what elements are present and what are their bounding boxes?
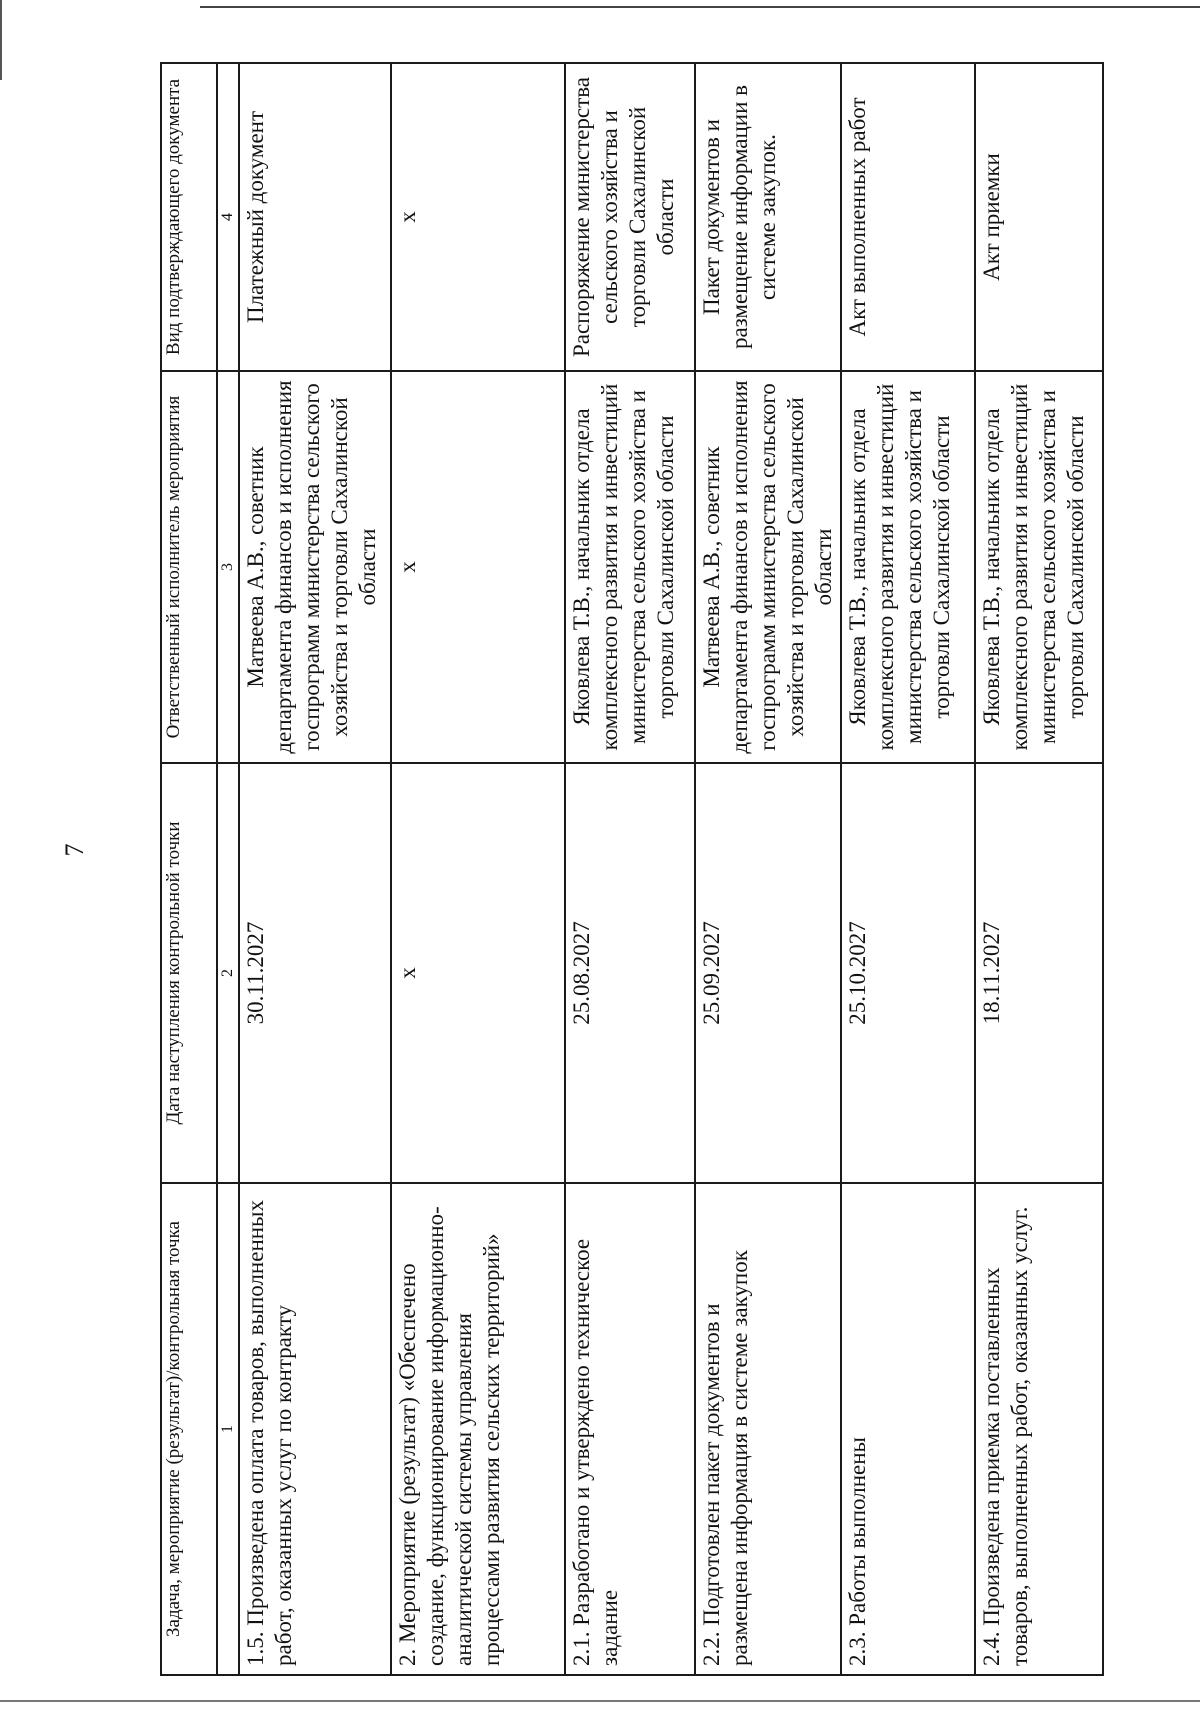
scan-edge-bottom	[0, 1700, 1200, 1702]
task-cell: 1.5. Произведена оплата товаров, выполненных работ, оказанных услуг по контракту	[239, 1183, 391, 1675]
header-responsible: Ответственный исполнитель мероприятия	[161, 371, 217, 763]
responsible-cell: х	[391, 371, 565, 763]
responsible-cell: Яковлева Т.В., начальник отдела комплексного развития и инвестиций министерства сельского хозяйства и торговли Сахалинской области	[975, 371, 1103, 763]
table-row	[565, 63, 695, 1675]
table-row	[239, 63, 391, 1675]
document-cell: Акт выполненных работ	[841, 63, 975, 371]
column-number: 1	[217, 1183, 239, 1675]
table-row	[975, 63, 1103, 1675]
header-task: Задача, мероприятие (результат)/контрольная точка	[161, 1183, 217, 1675]
header-row	[161, 63, 217, 1675]
task-cell: 2.1. Разработано и утверждено техническое задание	[565, 1183, 695, 1675]
document-cell: Платежный документ	[239, 63, 391, 371]
rotated-page	[160, 64, 1100, 1676]
header-document: Вид подтверждающего документа	[161, 63, 217, 371]
control-points-table	[160, 62, 1104, 1676]
table-row	[841, 63, 975, 1675]
task-cell: 2. Мероприятие (результат) «Обеспечено создание, функционирование информационно-аналитической системы управления процессами развития сельских территорий»	[391, 1183, 565, 1675]
responsible-cell: Матвеева А.В., советник департамента финансов и исполнения госпрограмм министерства сельского хозяйства и торговли Сахалинской области	[695, 371, 841, 763]
scan-edge-left	[0, 0, 2, 80]
responsible-cell: Яковлева Т.В., начальник отдела комплексного развития и инвестиций министерства сельского хозяйства и торговли Сахалинской области	[565, 371, 695, 763]
document-cell: х	[391, 63, 565, 371]
header-date: Дата наступления контрольной точки	[161, 763, 217, 1183]
task-cell: 2.2. Подготовлен пакет документов и размещена информация в системе закупок	[695, 1183, 841, 1675]
page-number: 7	[60, 843, 89, 857]
task-cell: 2.3. Работы выполнены	[841, 1183, 975, 1675]
date-cell: х	[391, 763, 565, 1183]
document-cell: Пакет документов и размещение информации в системе закупок.	[695, 63, 841, 371]
column-number-row	[217, 63, 239, 1675]
document-cell: Распоряжение министерства сельского хозяйства и торговли Сахалинской области	[565, 63, 695, 371]
date-cell: 25.10.2027	[841, 763, 975, 1183]
date-cell: 25.09.2027	[695, 763, 841, 1183]
column-number: 2	[217, 763, 239, 1183]
column-number: 3	[217, 371, 239, 763]
date-cell: 25.08.2027	[565, 763, 695, 1183]
table-row	[695, 63, 841, 1675]
responsible-cell: Яковлева Т.В., начальник отдела комплексного развития и инвестиций министерства сельского хозяйства и торговли Сахалинской области	[841, 371, 975, 763]
table-row	[391, 63, 565, 1675]
responsible-cell: Матвеева А.В., советник департамента финансов и исполнения госпрограмм министерства сельского хозяйства и торговли Сахалинской области	[239, 371, 391, 763]
date-cell: 30.11.2027	[239, 763, 391, 1183]
column-number: 4	[217, 63, 239, 371]
scan-edge-top	[200, 6, 1200, 8]
date-cell: 18.11.2027	[975, 763, 1103, 1183]
document-cell: Акт приемки	[975, 63, 1103, 371]
task-cell: 2.4. Произведена приемка поставленных товаров, выполненных работ, оказанных услуг.	[975, 1183, 1103, 1675]
